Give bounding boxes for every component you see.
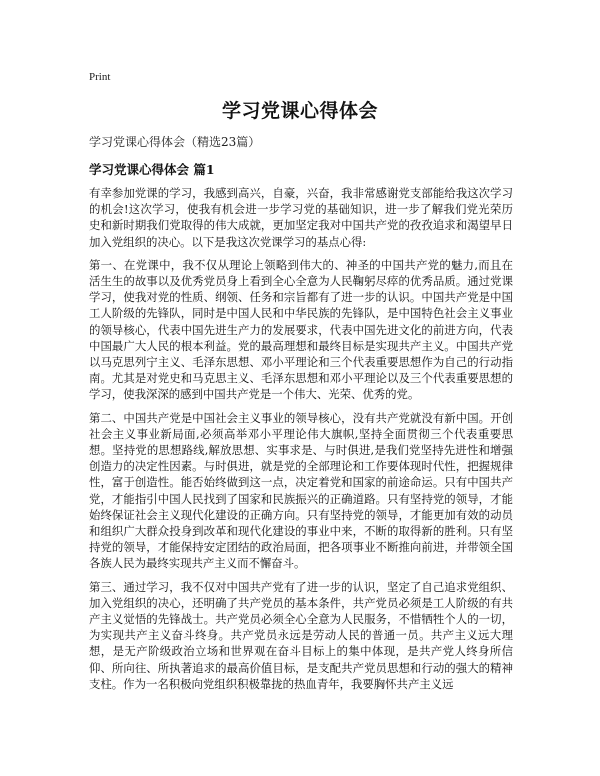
document-subtitle: 学习党课心得体会（精选23篇） (89, 135, 261, 149)
page-title: 学习党课心得体会 (221, 100, 378, 122)
article-body (89, 185, 513, 699)
paragraph: 第三、通过学习，我不仅对中国共产党有了进一步的认识，坚定了自己追求党组织、加入党组织的决心，还明确了共产党员的基本条件，共产党员必须是工人阶级的有共产主义觉悟的先锋战士。共产党员必须全心全意为人民服务，不惜牺牲个人的一切，为实现共产主义奋斗终身。共产党员永远是劳动人民的普通一员。共产主义远大理想，是无产阶级政治立场和世界观在奋斗目标上的集中体现，是共产党人终身所信仰、所向往、所执著追求的最高价值目标，是支配共产党员思想和行动的强大的精神支柱。作为一名积极向党组织积极靠拢的热血青年，我要胸怀共产主义远 (89, 579, 513, 691)
paragraph: 第一、在党课中，我不仅从理论上领略到伟大的、神圣的中国共产党的魅力,而且在活生生的故事以及优秀党员身上看到全心全意为人民鞠躬尽瘁的优秀品质。通过党课学习，使我对党的性质、纲领、任务和宗旨都有了进一步的认识。中国共产党是中国工人阶级的先锋队，同时是中国人民和中华民族的先锋队，是中国特色社会主义事业的领导核心，代表中国先进生产力的发展要求，代表中国先进文化的前进方向，代表中国最广大人民的根本利益。党的最高理想和最终目标是实现共产主义。中国共产党以马克思列宁主义、毛泽东思想、邓小平理论和三个代表重要思想作为自己的行动指南。尤其是对党史和马克思主义、毛泽东思想和邓小平理论以及三个代表重要思想的学习，使我深深的感到中国共产党是一个伟大、光荣、优秀的党。 (89, 257, 513, 402)
print-link[interactable]: Print (89, 71, 111, 83)
paragraph: 有幸参加党课的学习，我感到高兴，自豪，兴奋，我非常感谢党支部能给我这次学习的机会!这次学习，使我有机会进一步学习党的基础知识，进一步了解我们党光荣历史和新时期我们党取得的伟大成就，更加坚定我对中国共产党的孜孜追求和渴望早日加入党组织的决心。以下是我这次党课学习的基点心得: (89, 186, 513, 249)
paragraph: 第二、中国共产党是中国社会主义事业的领导核心，没有共产党就没有新中国。开创社会主义事业新局面,必须高举邓小平理论伟大旗帜,坚持全面贯彻三个代表重要思想。坚持党的思想路线,解放思想、实事求是、与时俱进,是我们党坚持先进性和增强创造力的决定性因素。与时俱进，就是党的全部理论和工作要体现时代性，把握规律性，富于创造性。能否始终做到这一点，决定着党和国家的前途命运。只有中国共产党，才能指引中国人民找到了国家和民族振兴的正确道路。只有坚持党的领导，才能始终保证社会主义现代化建设的正确方向。只有坚持党的领导，才能更加有效的动员和组织广大群众投身到改革和现代化建设的事业中来，不断的取得新的胜利。只有坚持党的领导，才能保持安定团结的政治局面，把各项事业不断推向前进，并带领全国各族人民为最终实现共产主义而不懈奋斗。 (89, 410, 513, 571)
section-heading: 学习党课心得体会 篇1 (89, 162, 215, 177)
